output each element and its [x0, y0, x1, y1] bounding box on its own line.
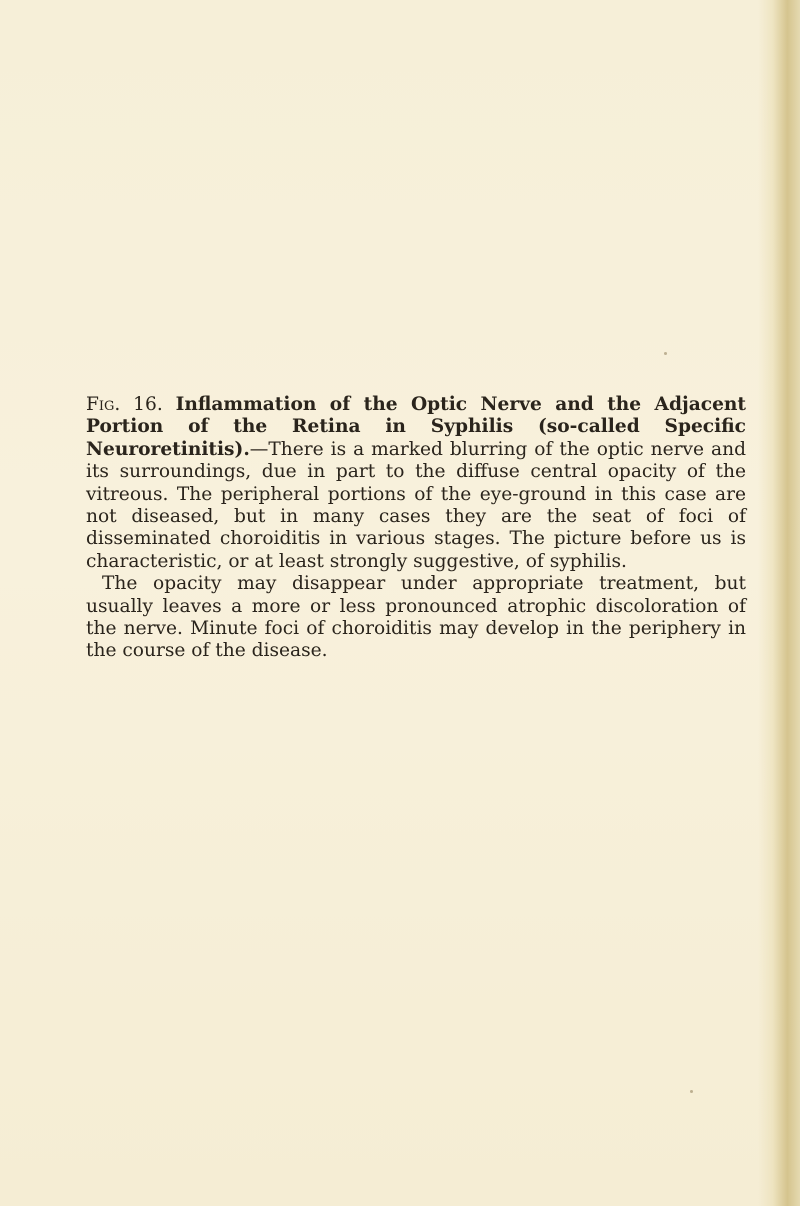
figure-caption	[86, 394, 746, 663]
paper-speck	[690, 1090, 693, 1093]
caption-paragraph-1	[86, 394, 746, 573]
page-spine-shadow	[758, 0, 800, 1206]
figure-label: Fig. 16.	[86, 394, 163, 415]
caption-paragraph-2: The opacity may disappear under appropriate treatment, but usually leaves a more or less pronounced atrophic discoloration of the nerve. Minute foci of choroiditis may develop in the periphery in the course of the disease.	[86, 573, 746, 662]
paper-speck	[664, 352, 667, 355]
caption-title: Inflammation of the Optic Nerve and the Adjacent Portion of the Retina in Syphilis (so-called Specific Neuroretinitis).	[86, 394, 747, 460]
caption-body-1: —There is a marked blurring of the optic nerve and its surroundings, due in part to the diffuse central opacity of the vitreous. The peripheral portions of the eye-ground in this case are not diseased, but in many cases they are the seat of foci of disseminated choroiditis in various stages. The picture before us is characteristic, or at least strongly suggestive, of syphilis.	[86, 438, 746, 572]
